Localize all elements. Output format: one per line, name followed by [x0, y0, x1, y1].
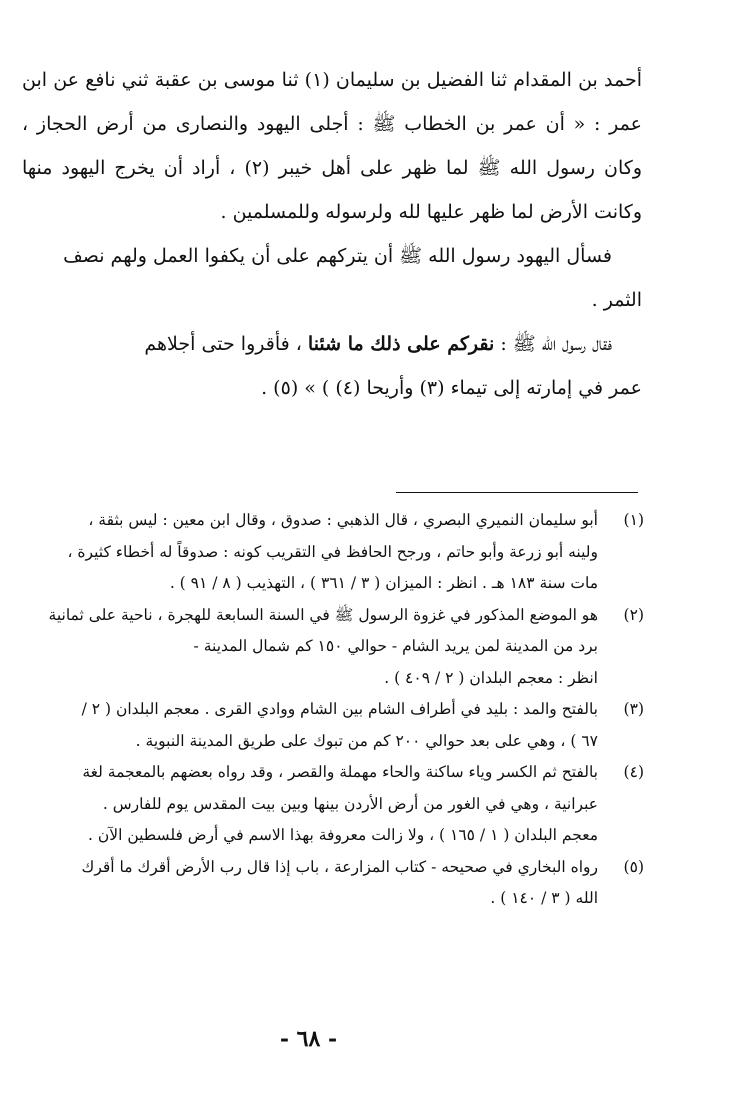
text-line: أحمد بن المقدام ثنا الفضيل بن سليمان (١) ثنا موسى بن عقبة ثني نافع عن ابن: [22, 69, 642, 91]
footnote-3: [18, 694, 644, 757]
footnote-4: [18, 757, 644, 852]
text-line: وكان رسول الله ﷺ لما ظهر على أهل خيبر (٢) ، أراد أن يخرج اليهود منها: [22, 157, 642, 179]
footnote-line: عبرانية ، وهي في الغور من أرض الأردن بينها وبين بيت المقدس يوم للفارس .: [102, 794, 598, 813]
footnote-1: [18, 505, 644, 600]
footnote-text: [18, 852, 598, 915]
footnote-line: رواه البخاري في صحيحه - كتاب المزارعة ، باب إذا قال رب الأرض أقرك ما أقرك: [81, 857, 598, 876]
footnote-separator: [396, 492, 638, 493]
paragraph-1: [22, 58, 642, 234]
footnote-line: أبو سليمان النميري البصري ، قال الذهبي : صدوق ، وقال ابن معين : ليس بثقة ،: [88, 511, 598, 529]
footnote-line: مات سنة ١٨٣ هـ . انظر : الميزان ( ٣ / ٣٦١ ) ، التهذيب ( ٨ / ٩١ ) .: [169, 574, 598, 592]
footnote-line: بالفتح والمد : بليد في أطراف الشام بين الشام ووادي القرى . معجم البلدان ( ٢ /: [81, 700, 598, 718]
text-line: الثمر .: [591, 289, 642, 311]
footnote-line: انظر : معجم البلدان ( ٢ / ٤٠٩ ) .: [384, 668, 598, 687]
footnote-number: (٢): [623, 605, 644, 624]
footnote-number: (٣): [623, 700, 644, 718]
footnote-2: [18, 600, 644, 695]
quoted-saying: نقركم على ذلك ما شئنا: [307, 333, 495, 355]
text-line: فسأل اليهود رسول الله ﷺ أن يتركهم على أن يكفوا العمل ولهم نصف: [63, 245, 612, 267]
footnote-number: (٤): [623, 763, 644, 781]
main-text: [22, 58, 642, 410]
footnote-line: برد من المدينة لمن يريد الشام - حوالي ١٥٠ كم شمال المدينة -: [193, 637, 598, 655]
footnote-text: [18, 694, 598, 757]
footnote-number: (٥): [623, 857, 644, 876]
footnote-line: الله ( ٣ / ١٤٠ ) .: [490, 889, 598, 907]
footnote-line: هو الموضع المذكور في غزوة الرسول ﷺ في السنة السابعة للهجرة ، ناحية على ثمانية: [48, 605, 598, 624]
footnote-line: معجم البلدان ( ١ / ١٦٥ ) ، ولا زالت معروفة بهذا الاسم في أرض فلسطين الآن .: [88, 826, 598, 844]
text-line: عمر في إمارته إلى تيماء (٣) وأريحا (٤) ) » (٥) .: [261, 377, 642, 399]
text-line: ، فأقروا حتى أجلاهم: [144, 333, 302, 355]
page-number: - ٦٨ -: [279, 1026, 338, 1052]
paragraph-2: [22, 234, 642, 322]
footnote-line: ولينه أبو زرعة وأبو حاتم ، ورجح الحافظ في التقريب كونه : صدوقاً له أخطاء كثيرة ،: [67, 542, 598, 561]
paragraph-3: [22, 322, 642, 410]
footnote-line: ٦٧ ) ، وهي على بعد حوالي ٢٠٠ كم من تبوك على طريق المدينة النبوية .: [135, 731, 598, 750]
footnote-line: بالفتح ثم الكسر وياء ساكنة والحاء مهملة والقصر ، وقد رواه بعضهم بالمعجمة لغة: [82, 763, 598, 781]
footnote-text: [18, 600, 598, 695]
text-line: عمر : « أن عمر بن الخطاب ﷺ : أجلى اليهود والنصارى من أرض الحجاز ،: [22, 113, 642, 135]
footnote-text: [18, 757, 598, 852]
footnote-number: (١): [623, 511, 644, 529]
footnotes: [18, 505, 644, 915]
text-line: فقال رسول الله ﷺ :: [500, 333, 612, 355]
footnote-5: [18, 852, 644, 915]
footnote-text: [18, 505, 598, 600]
text-line: وكانت الأرض لما ظهر عليها لله ولرسوله وللمسلمين .: [220, 201, 642, 223]
